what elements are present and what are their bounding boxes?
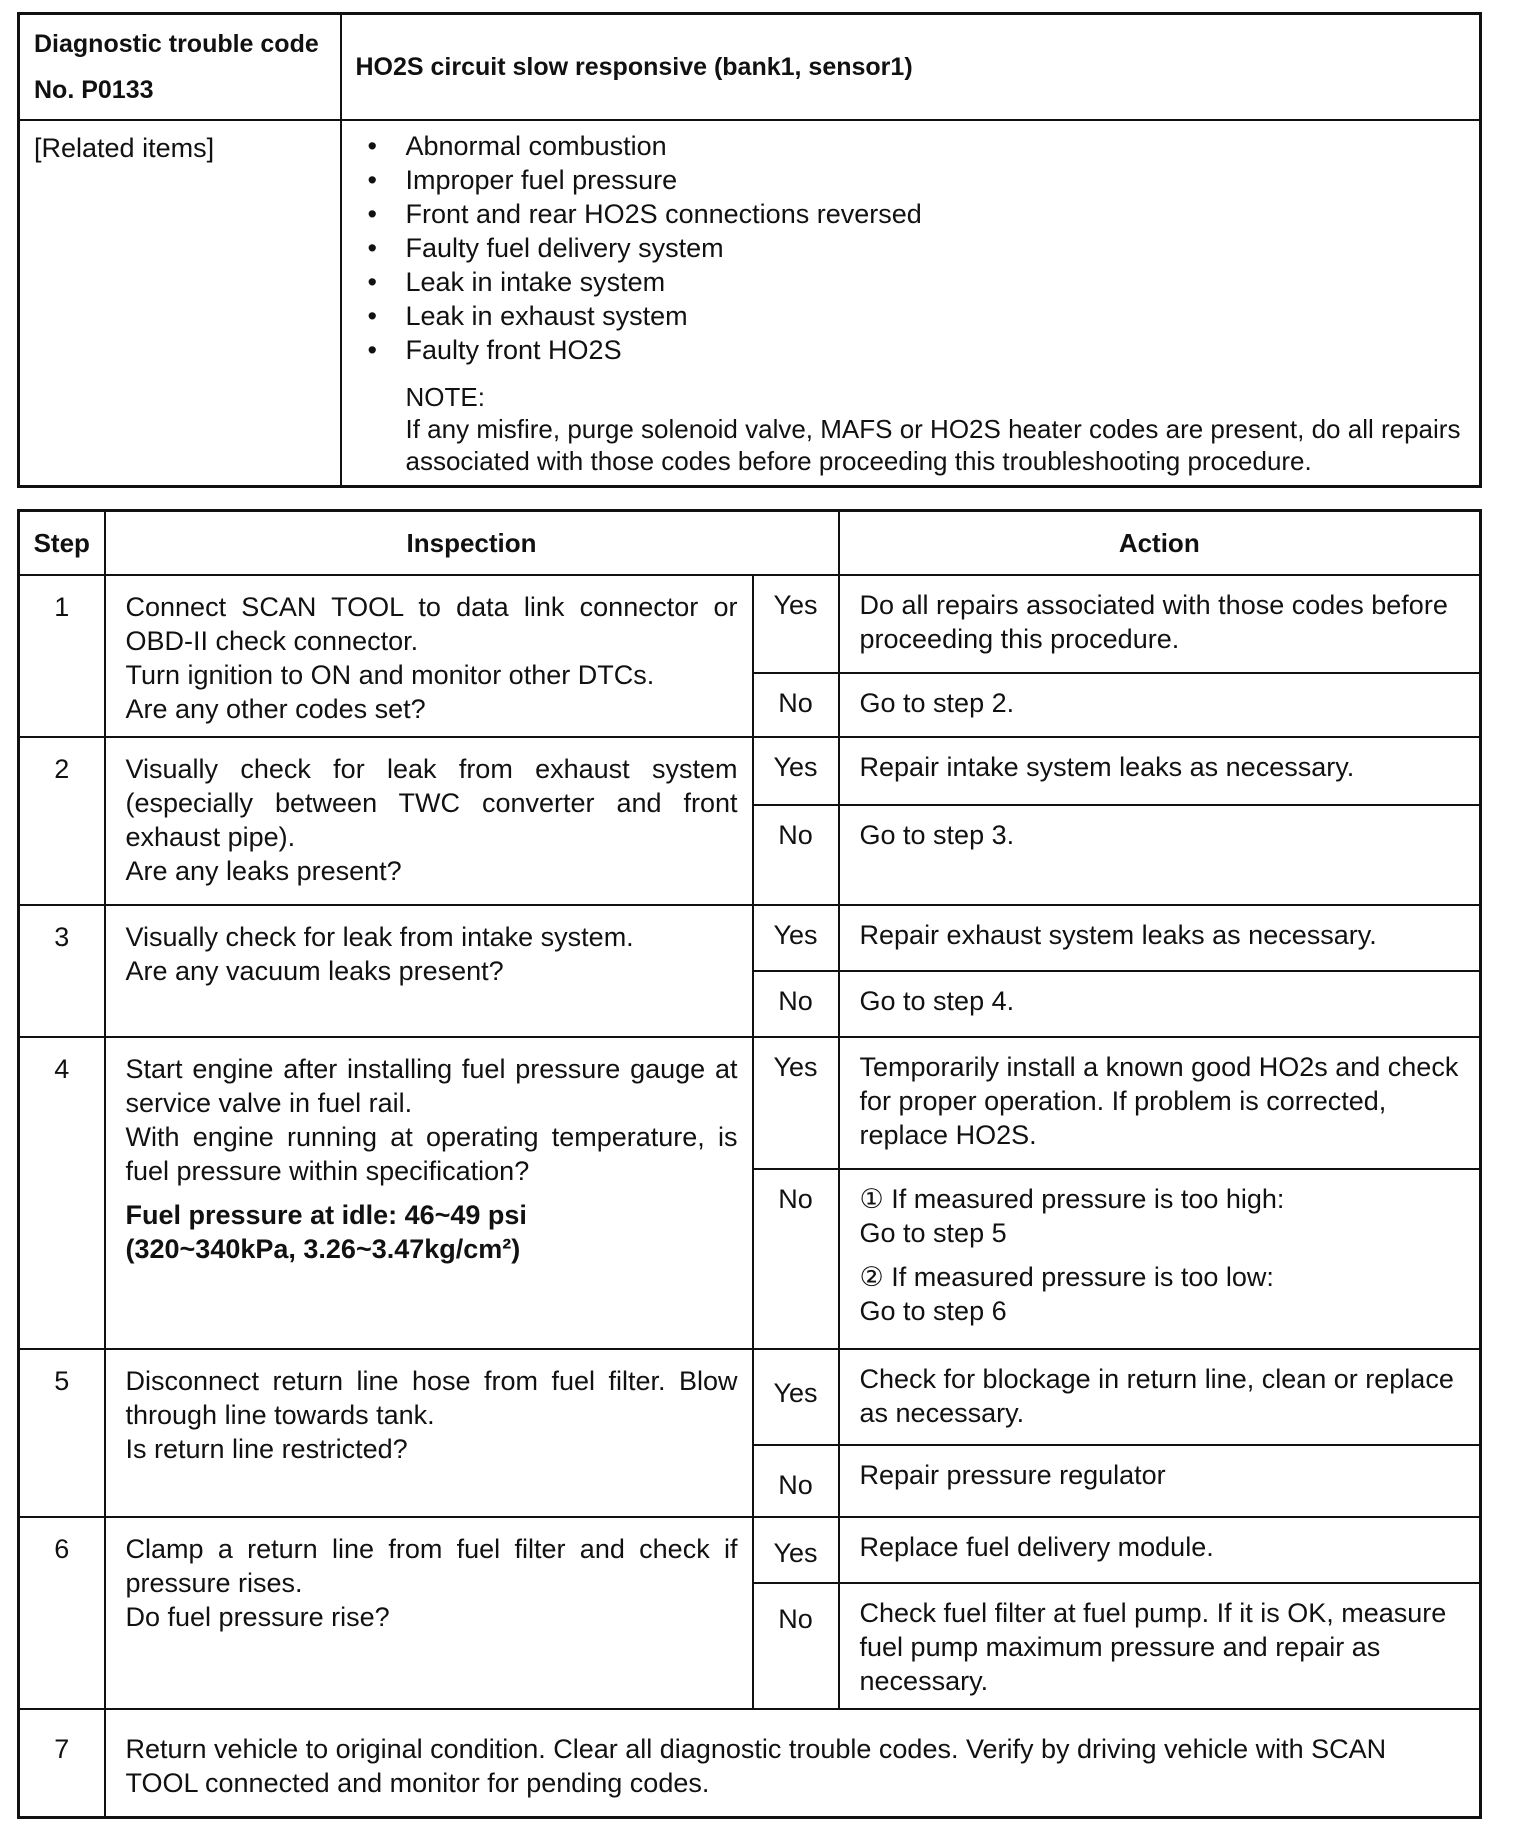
inspection-line: Visually check for leak from exhaust system (especially between TWC converter and front exhaust pipe). bbox=[125, 754, 738, 852]
related-item: • Leak in intake system bbox=[364, 265, 1466, 299]
troubleshooting-table bbox=[17, 509, 1482, 1819]
inspection-line: Clamp a return line from fuel filter and check if pressure rises. bbox=[125, 1534, 738, 1598]
action-line: Go to step 5 bbox=[859, 1218, 1007, 1248]
step-row-6 bbox=[19, 1517, 1481, 1583]
yes-action: Do all repairs associated with those codes before proceeding this procedure. bbox=[839, 575, 1481, 673]
related-items-list bbox=[364, 129, 1466, 367]
step-row-7 bbox=[19, 1709, 1481, 1817]
step-row-4 bbox=[19, 1037, 1481, 1169]
yes-action: Replace fuel delivery module. bbox=[839, 1517, 1481, 1583]
step-inspection bbox=[105, 1349, 753, 1517]
yes-label: Yes bbox=[753, 1349, 839, 1445]
step-inspection bbox=[105, 737, 753, 905]
step-number: 1 bbox=[19, 575, 105, 737]
yes-label: Yes bbox=[753, 1037, 839, 1169]
no-label: No bbox=[753, 1445, 839, 1517]
dtc-code-cell bbox=[19, 14, 341, 121]
related-item: • Faulty fuel delivery system bbox=[364, 231, 1466, 265]
no-action: Go to step 3. bbox=[839, 805, 1481, 905]
spec-line: (320~340kPa, 3.26~3.47kg/cm²) bbox=[125, 1234, 521, 1264]
final-step-text: Return vehicle to original condition. Clear all diagnostic trouble codes. Verify by driving vehicle with SCAN TOOL connected and monitor for pending codes. bbox=[105, 1709, 1481, 1817]
action-line: Go to step 6 bbox=[859, 1296, 1007, 1326]
no-label: No bbox=[753, 805, 839, 905]
inspection-line: Do fuel pressure rise? bbox=[125, 1602, 390, 1632]
step-inspection bbox=[105, 575, 753, 737]
related-items-label: [Related items] bbox=[19, 120, 341, 487]
no-action: Go to step 4. bbox=[839, 971, 1481, 1037]
related-item: • Leak in exhaust system bbox=[364, 299, 1466, 333]
no-action-high bbox=[860, 1182, 1469, 1250]
note-block bbox=[406, 381, 1466, 477]
no-action: Repair pressure regulator bbox=[839, 1445, 1481, 1517]
step-row-1 bbox=[19, 575, 1481, 673]
related-item: • Front and rear HO2S connections reversed bbox=[364, 197, 1466, 231]
step-inspection bbox=[105, 1037, 753, 1349]
spec-line: Fuel pressure at idle: 46~49 psi bbox=[125, 1200, 527, 1230]
inspection-line: Start engine after installing fuel pressure gauge at service valve in fuel rail. bbox=[125, 1054, 738, 1118]
step-row-5 bbox=[19, 1349, 1481, 1445]
no-label: No bbox=[753, 673, 839, 737]
step-row-3 bbox=[19, 905, 1481, 971]
col-header-action: Action bbox=[839, 511, 1481, 576]
inspection-line: Turn ignition to ON and monitor other DTCs. bbox=[125, 660, 655, 690]
step-number: 4 bbox=[19, 1037, 105, 1349]
step-number: 7 bbox=[19, 1709, 105, 1817]
inspection-line: Visually check for leak from intake system. bbox=[125, 922, 634, 952]
step-row-2 bbox=[19, 737, 1481, 805]
no-label: No bbox=[753, 1583, 839, 1709]
dtc-title: HO2S circuit slow responsive (bank1, sensor1) bbox=[341, 14, 1481, 121]
no-action bbox=[839, 1169, 1481, 1349]
inspection-line: Connect SCAN TOOL to data link connector or OBD-II check connector. bbox=[125, 592, 738, 656]
inspection-line: With engine running at operating temperature, is fuel pressure within specification? bbox=[125, 1122, 738, 1186]
inspection-line: Disconnect return line hose from fuel filter. Blow through line towards tank. bbox=[125, 1366, 738, 1430]
fuel-pressure-spec bbox=[126, 1198, 738, 1266]
step-number: 2 bbox=[19, 737, 105, 905]
note-text: If any misfire, purge solenoid valve, MAFS or HO2S heater codes are present, do all repairs associated with those codes before proceeding this troubleshooting procedure. bbox=[405, 414, 1461, 476]
related-item: • Improper fuel pressure bbox=[364, 163, 1466, 197]
note-label: NOTE: bbox=[405, 382, 485, 412]
inspection-line: Are any other codes set? bbox=[125, 694, 426, 724]
no-label: No bbox=[753, 971, 839, 1037]
inspection-line: Are any vacuum leaks present? bbox=[125, 956, 504, 986]
no-action: Go to step 2. bbox=[839, 673, 1481, 737]
yes-label: Yes bbox=[753, 1517, 839, 1583]
step-number: 3 bbox=[19, 905, 105, 1037]
yes-action: Temporarily install a known good HO2s and check for proper operation. If problem is corrected, replace HO2S. bbox=[839, 1037, 1481, 1169]
table-header-row bbox=[19, 511, 1481, 576]
no-label: No bbox=[753, 1169, 839, 1349]
step-number: 5 bbox=[19, 1349, 105, 1517]
inspection-line: Are any leaks present? bbox=[125, 856, 402, 886]
step-number: 6 bbox=[19, 1517, 105, 1709]
yes-action: Repair intake system leaks as necessary. bbox=[839, 737, 1481, 805]
yes-action: Repair exhaust system leaks as necessary. bbox=[839, 905, 1481, 971]
col-header-inspection: Inspection bbox=[105, 511, 839, 576]
step-inspection bbox=[105, 1517, 753, 1709]
related-item: • Abnormal combustion bbox=[364, 129, 1466, 163]
yes-label: Yes bbox=[753, 737, 839, 805]
dtc-code-number: No. P0133 bbox=[34, 76, 154, 104]
no-action: Check fuel filter at fuel pump. If it is OK, measure fuel pump maximum pressure and repair as necessary. bbox=[839, 1583, 1481, 1709]
step-inspection bbox=[105, 905, 753, 1037]
yes-action: Check for blockage in return line, clean or replace as necessary. bbox=[839, 1349, 1481, 1445]
action-line: ① If measured pressure is too high: bbox=[859, 1184, 1285, 1214]
dtc-header-table bbox=[17, 12, 1482, 488]
dtc-code-label: Diagnostic trouble code bbox=[34, 30, 319, 58]
related-item: • Faulty front HO2S bbox=[364, 333, 1466, 367]
yes-label: Yes bbox=[753, 575, 839, 673]
inspection-line: Is return line restricted? bbox=[125, 1434, 408, 1464]
related-items-cell bbox=[341, 120, 1481, 487]
action-line: ② If measured pressure is too low: bbox=[859, 1262, 1274, 1292]
yes-label: Yes bbox=[753, 905, 839, 971]
col-header-step: Step bbox=[19, 511, 105, 576]
no-action-low bbox=[860, 1260, 1469, 1328]
